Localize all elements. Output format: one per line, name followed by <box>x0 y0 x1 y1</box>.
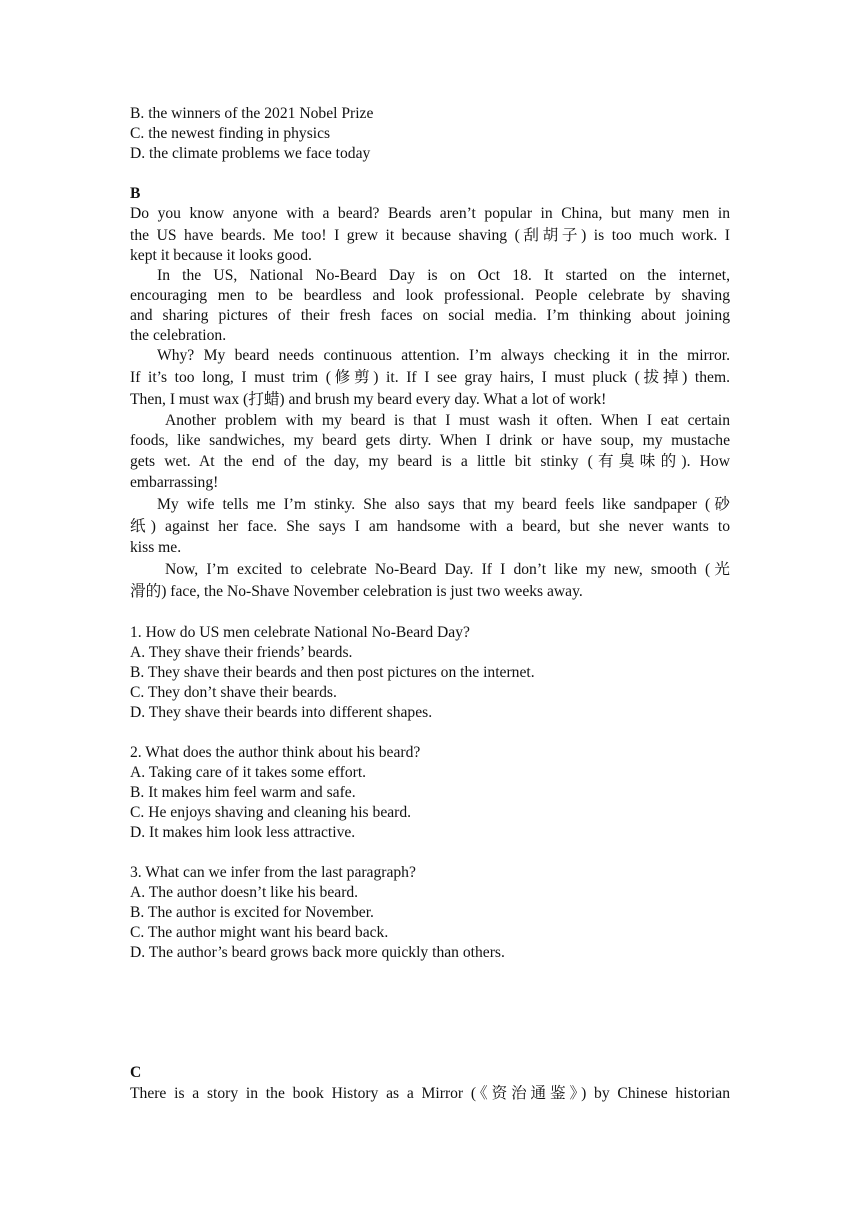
question-3-option-b: B. The author is excited for November. <box>130 904 374 921</box>
prev-option-d: D. the climate problems we face today <box>130 145 371 162</box>
passage-line: gets wet. At the end of the day, my beard is a little bit stinky (有臭味的). How <box>130 453 730 470</box>
question-2-option-a: A. Taking care of it takes some effort. <box>130 764 367 781</box>
passage-line: foods, like sandwiches, my beard gets dirty. When I drink or have soup, my mustache <box>130 432 730 449</box>
prev-option-c: C. the newest finding in physics <box>130 125 331 142</box>
question-1-option-c: C. They don’t shave their beards. <box>130 684 337 701</box>
question-1-option-d: D. They shave their beards into different shapes. <box>130 704 433 721</box>
question-1-option-a: A. They shave their friends’ beards. <box>130 644 353 661</box>
passage-line: Do you know anyone with a beard? Beards aren’t popular in China, but many men in <box>130 205 730 222</box>
passage-line: In the US, National No-Beard Day is on Oct 18. It started on the internet, <box>157 267 730 284</box>
passage-line: If it’s too long, I must trim (修剪) it. If I see gray hairs, I must pluck (拔掉) them. <box>130 369 730 386</box>
passage-line: Now, I’m excited to celebrate No-Beard Day. If I don’t like my new, smooth (光 <box>165 561 730 578</box>
question-1-stem: 1. How do US men celebrate National No-Beard Day? <box>130 624 470 641</box>
passage-line: the US have beards. Me too! I grew it because shaving (刮胡子) is too much work. I <box>130 227 730 244</box>
question-2-option-d: D. It makes him look less attractive. <box>130 824 356 841</box>
section-c-heading: C <box>130 1064 142 1081</box>
passage-line: encouraging men to be beardless and look professional. People celebrate by shaving <box>130 287 730 304</box>
question-3-option-a: A. The author doesn’t like his beard. <box>130 884 359 901</box>
passage-line: and sharing pictures of their fresh faces on social media. I’m thinking about joining <box>130 307 730 324</box>
passage-line: My wife tells me I’m stinky. She also says that my beard feels like sandpaper (砂 <box>157 496 730 513</box>
passage-line: kept it because it looks good. <box>130 247 312 264</box>
question-3-option-c: C. The author might want his beard back. <box>130 924 389 941</box>
question-3-stem: 3. What can we infer from the last paragraph? <box>130 864 416 881</box>
section-b-heading: B <box>130 185 141 202</box>
passage-line: kiss me. <box>130 539 182 556</box>
question-1-option-b: B. They shave their beards and then post pictures on the internet. <box>130 664 535 681</box>
passage-line: 滑的) face, the No-Shave November celebration is just two weeks away. <box>130 583 583 600</box>
passage-line: the celebration. <box>130 327 227 344</box>
passage-line: Another problem with my beard is that I must wash it often. When I eat certain <box>165 412 730 429</box>
passage-line: 纸) against her face. She says I am handsome with a beard, but she never wants to <box>130 518 730 535</box>
passage-line: There is a story in the book History as a Mirror (《资治通鉴》) by Chinese historian <box>130 1085 730 1102</box>
passage-line: embarrassing! <box>130 474 219 491</box>
question-3-option-d: D. The author’s beard grows back more quickly than others. <box>130 944 505 961</box>
question-2-stem: 2. What does the author think about his beard? <box>130 744 421 761</box>
prev-option-b: B. the winners of the 2021 Nobel Prize <box>130 105 374 122</box>
passage-line: Then, I must wax (打蜡) and brush my beard every day. What a lot of work! <box>130 391 607 408</box>
question-2-option-c: C. He enjoys shaving and cleaning his beard. <box>130 804 412 821</box>
question-2-option-b: B. It makes him feel warm and safe. <box>130 784 356 801</box>
passage-line: Why? My beard needs continuous attention. I’m always checking it in the mirror. <box>157 347 730 364</box>
